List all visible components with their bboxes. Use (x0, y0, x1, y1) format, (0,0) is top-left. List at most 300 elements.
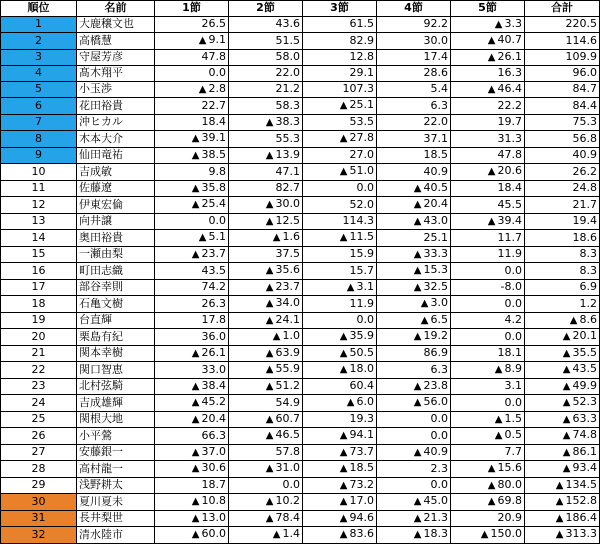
score-value: 46.4 (497, 81, 522, 95)
round-4-score-cell (377, 329, 451, 346)
minus-triangle-icon: ▲ (198, 232, 207, 243)
minus-triangle-icon: ▲ (339, 529, 348, 540)
score-value: 9.8 (208, 164, 226, 178)
score-value: 17.8 (201, 313, 226, 326)
minus-triangle-icon: ▲ (265, 512, 274, 524)
round-4-score-cell (377, 16, 451, 33)
table-row (1, 49, 600, 66)
round-5-score-cell (451, 329, 525, 346)
round-4-score-cell (377, 444, 451, 461)
round-5-score-cell (451, 362, 525, 379)
header-round-4: 4節 (377, 1, 451, 17)
header-total: 合計 (525, 1, 600, 17)
score-value: 26.3 (201, 296, 226, 310)
table-row (1, 477, 600, 494)
score-value: 18.0 (349, 362, 374, 375)
rank-cell: 9 (1, 147, 77, 164)
score-value: 43.5 (572, 362, 597, 375)
table-row (1, 81, 600, 98)
round-5-score-cell (451, 197, 525, 214)
minus-triangle-icon: ▲ (265, 298, 274, 309)
round-1-score-cell (155, 213, 229, 230)
minus-triangle-icon: ▲ (562, 463, 571, 474)
score-value: 96.0 (572, 66, 597, 79)
score-value: 61.5 (349, 17, 374, 30)
score-value: 220.5 (565, 17, 597, 30)
round-1-score-cell (155, 510, 229, 527)
round-5-score-cell (451, 66, 525, 82)
table-row (1, 16, 600, 33)
header-round-2: 2節 (229, 1, 303, 17)
score-value: 55.3 (275, 131, 300, 145)
score-value: 1.4 (282, 527, 300, 540)
score-value: 107.3 (342, 82, 374, 95)
round-2-score-cell (229, 180, 303, 197)
round-2-score-cell (229, 411, 303, 428)
round-2-score-cell (229, 147, 303, 164)
round-2-score-cell (229, 362, 303, 379)
round-2-score-cell (229, 428, 303, 445)
score-value: 56.0 (423, 395, 448, 408)
round-4-score-cell (377, 131, 451, 148)
rank-cell: 15 (1, 246, 77, 263)
round-5-score-cell (451, 279, 525, 296)
table-row (1, 246, 600, 263)
minus-triangle-icon: ▲ (272, 331, 281, 342)
rank-cell: 6 (1, 98, 77, 115)
round-1-score-cell (155, 49, 229, 66)
round-3-score-cell (303, 98, 377, 115)
round-1-score-cell (155, 98, 229, 115)
rank-cell: 5 (1, 81, 77, 98)
rank-cell: 4 (1, 66, 77, 82)
round-4-score-cell (377, 461, 451, 478)
table-row (1, 164, 600, 181)
round-1-score-cell (155, 164, 229, 181)
player-name-cell: 木本大介 (77, 131, 155, 148)
minus-triangle-icon: ▲ (265, 364, 274, 375)
round-3-score-cell (303, 411, 377, 428)
score-value: 12.5 (275, 213, 300, 227)
score-value: 26.1 (201, 345, 226, 359)
rank-cell: 28 (1, 461, 77, 478)
player-name-cell: 石亀文樹 (77, 296, 155, 313)
score-value: 16.3 (497, 66, 522, 79)
minus-triangle-icon: ▲ (494, 18, 503, 30)
minus-triangle-icon: ▲ (265, 314, 274, 326)
minus-triangle-icon: ▲ (191, 496, 200, 507)
round-5-score-cell (451, 263, 525, 280)
round-2-score-cell (229, 345, 303, 362)
round-5-score-cell (451, 98, 525, 115)
rank-cell: 11 (1, 180, 77, 197)
score-value: 58.3 (275, 98, 300, 112)
table-row (1, 213, 600, 230)
table-header (1, 1, 600, 17)
table-row (1, 131, 600, 148)
score-value: 18.7 (201, 478, 226, 491)
round-1-score-cell (155, 444, 229, 461)
score-value: 52.3 (572, 395, 597, 408)
minus-triangle-icon: ▲ (339, 166, 348, 177)
score-value: 45.2 (201, 395, 226, 408)
round-1-score-cell (155, 246, 229, 263)
minus-triangle-icon: ▲ (413, 397, 422, 408)
total-score-cell (525, 395, 600, 412)
total-score-cell (525, 213, 600, 230)
round-4-score-cell (377, 312, 451, 329)
player-name-cell: 部谷幸則 (77, 279, 155, 296)
player-name-cell: 花田裕貴 (77, 98, 155, 115)
score-value: 93.4 (572, 461, 597, 474)
minus-triangle-icon: ▲ (265, 149, 274, 161)
round-3-score-cell (303, 16, 377, 33)
round-1-score-cell (155, 461, 229, 478)
minus-triangle-icon: ▲ (494, 430, 503, 441)
round-3-score-cell (303, 246, 377, 263)
score-value: 134.5 (565, 477, 597, 491)
score-value: 3.3 (504, 16, 522, 30)
player-name-cell: 大鹿穣文也 (77, 16, 155, 33)
score-value: 0.0 (504, 395, 522, 409)
player-name-cell: 浅野耕太 (77, 477, 155, 494)
table-row (1, 98, 600, 115)
rank-cell: 10 (1, 164, 77, 181)
minus-triangle-icon: ▲ (191, 199, 200, 210)
round-5-score-cell (451, 296, 525, 313)
score-value: 58.0 (275, 50, 300, 63)
round-3-score-cell (303, 180, 377, 197)
player-name-cell: 台直輝 (77, 312, 155, 329)
round-4-score-cell (377, 428, 451, 445)
minus-triangle-icon: ▲ (413, 199, 422, 210)
score-value: 82.9 (349, 33, 374, 47)
score-value: 3.0 (430, 296, 448, 309)
score-value: 63.9 (275, 345, 300, 359)
round-5-score-cell (451, 131, 525, 148)
score-value: 12.8 (349, 50, 374, 63)
round-1-score-cell (155, 527, 229, 544)
score-value: 24.8 (572, 181, 597, 194)
minus-triangle-icon: ▲ (198, 35, 207, 46)
score-value: 37.5 (275, 247, 300, 260)
player-name-cell: 沖ヒカル (77, 114, 155, 131)
minus-triangle-icon: ▲ (494, 413, 503, 425)
round-5-score-cell (451, 461, 525, 478)
score-value: 84.4 (572, 98, 597, 112)
round-5-score-cell (451, 378, 525, 395)
minus-triangle-icon: ▲ (413, 248, 422, 260)
round-1-score-cell (155, 197, 229, 214)
table-row (1, 147, 600, 164)
score-value: 43.0 (423, 213, 448, 227)
round-5-score-cell (451, 428, 525, 445)
minus-triangle-icon: ▲ (191, 149, 200, 161)
score-value: 8.3 (579, 247, 597, 260)
minus-triangle-icon: ▲ (339, 364, 348, 375)
score-value: 15.7 (349, 263, 374, 277)
round-5-score-cell (451, 527, 525, 544)
rank-cell: 29 (1, 477, 77, 494)
round-1-score-cell (155, 33, 229, 50)
minus-triangle-icon: ▲ (265, 496, 274, 507)
score-value: 25.4 (201, 197, 226, 210)
minus-triangle-icon: ▲ (272, 232, 281, 243)
round-1-score-cell (155, 329, 229, 346)
score-value: 40.5 (423, 180, 448, 194)
score-value: 37.1 (423, 131, 448, 145)
score-value: 27.0 (349, 148, 374, 161)
minus-triangle-icon: ▲ (413, 265, 422, 276)
round-4-score-cell (377, 477, 451, 494)
score-value: 56.8 (572, 131, 597, 145)
score-value: 53.5 (349, 115, 374, 128)
score-value: 34.0 (275, 296, 300, 309)
score-value: 11.9 (349, 296, 374, 310)
round-2-score-cell (229, 98, 303, 115)
score-value: 20.4 (201, 411, 226, 425)
score-value: 3.1 (504, 379, 522, 392)
total-score-cell (525, 33, 600, 50)
round-2-score-cell (229, 477, 303, 494)
score-value: 78.4 (275, 510, 300, 524)
score-value: 29.1 (349, 66, 374, 79)
player-name-cell: 清水陸市 (77, 527, 155, 544)
player-name-cell: 向井譲 (77, 213, 155, 230)
score-value: 47.8 (497, 148, 522, 161)
minus-triangle-icon: ▲ (562, 430, 571, 441)
minus-triangle-icon: ▲ (413, 380, 422, 392)
minus-triangle-icon: ▲ (191, 380, 200, 392)
score-value: 0.0 (208, 214, 226, 227)
table-row (1, 329, 600, 346)
score-value: 0.0 (504, 329, 522, 343)
score-value: 23.8 (423, 378, 448, 392)
total-score-cell (525, 246, 600, 263)
table-row (1, 296, 600, 313)
score-value: 15.6 (497, 461, 522, 474)
score-value: 6.0 (356, 395, 374, 408)
score-value: 28.6 (423, 66, 448, 79)
score-value: 40.9 (423, 164, 448, 178)
minus-triangle-icon: ▲ (191, 463, 200, 474)
table-body (1, 16, 600, 543)
score-value: 10.8 (201, 494, 226, 507)
minus-triangle-icon: ▲ (346, 281, 355, 293)
round-1-score-cell (155, 66, 229, 82)
round-4-score-cell (377, 33, 451, 50)
round-1-score-cell (155, 180, 229, 197)
minus-triangle-icon: ▲ (480, 529, 489, 540)
minus-triangle-icon: ▲ (420, 314, 429, 326)
score-value: 0.0 (504, 296, 522, 310)
score-value: 22.7 (201, 98, 226, 112)
score-value: 186.4 (565, 510, 597, 524)
minus-triangle-icon: ▲ (487, 166, 496, 177)
minus-triangle-icon: ▲ (339, 347, 348, 359)
table-row (1, 527, 600, 544)
round-2-score-cell (229, 164, 303, 181)
round-1-score-cell (155, 263, 229, 280)
minus-triangle-icon: ▲ (346, 397, 355, 408)
round-1-score-cell (155, 345, 229, 362)
round-4-score-cell (377, 411, 451, 428)
round-5-score-cell (451, 114, 525, 131)
score-value: 20.4 (423, 197, 448, 210)
round-2-score-cell (229, 16, 303, 33)
minus-triangle-icon: ▲ (562, 397, 571, 408)
round-2-score-cell (229, 263, 303, 280)
score-value: 63.3 (572, 411, 597, 425)
minus-triangle-icon: ▲ (562, 446, 571, 458)
score-value: 40.9 (572, 148, 597, 161)
score-value: 21.3 (423, 510, 448, 524)
score-value: 313.3 (565, 527, 597, 540)
score-value: 7.7 (504, 445, 522, 458)
minus-triangle-icon: ▲ (413, 215, 422, 227)
rank-cell: 31 (1, 510, 77, 527)
score-value: 40.7 (497, 33, 522, 46)
rank-cell: 24 (1, 395, 77, 412)
player-name-cell: 奥田裕貴 (77, 230, 155, 247)
round-5-score-cell (451, 312, 525, 329)
round-1-score-cell (155, 114, 229, 131)
score-value: 0.5 (504, 428, 522, 441)
score-value: 18.4 (201, 115, 226, 128)
round-5-score-cell (451, 246, 525, 263)
round-1-score-cell (155, 312, 229, 329)
score-value: 83.6 (349, 527, 374, 540)
score-value: 43.6 (275, 17, 300, 30)
round-4-score-cell (377, 345, 451, 362)
minus-triangle-icon: ▲ (413, 496, 422, 507)
table-row (1, 395, 600, 412)
round-4-score-cell (377, 81, 451, 98)
total-score-cell (525, 49, 600, 66)
round-3-score-cell (303, 494, 377, 511)
minus-triangle-icon: ▲ (555, 512, 564, 524)
minus-triangle-icon: ▲ (562, 347, 571, 359)
round-4-score-cell (377, 263, 451, 280)
header-rank: 順位 (1, 1, 77, 17)
score-value: 18.4 (497, 181, 522, 194)
round-3-score-cell (303, 444, 377, 461)
round-4-score-cell (377, 362, 451, 379)
round-3-score-cell (303, 147, 377, 164)
score-value: 51.0 (349, 164, 374, 177)
player-name-cell: 伊東宏倫 (77, 197, 155, 214)
player-name-cell: 関口智恵 (77, 362, 155, 379)
total-score-cell (525, 263, 600, 280)
round-4-score-cell (377, 246, 451, 263)
score-value: 40.9 (423, 444, 448, 458)
score-value: 17.4 (423, 50, 448, 63)
score-value: 74.8 (572, 428, 597, 441)
score-value: 26.1 (497, 49, 522, 63)
minus-triangle-icon: ▲ (191, 512, 200, 524)
round-4-score-cell (377, 230, 451, 247)
round-2-score-cell (229, 197, 303, 214)
round-1-score-cell (155, 494, 229, 511)
player-name-cell: 高村龍一 (77, 461, 155, 478)
score-value: 8.6 (579, 312, 597, 326)
score-value: 9.1 (208, 33, 226, 46)
score-value: 73.2 (349, 477, 374, 491)
round-2-score-cell (229, 114, 303, 131)
rank-cell: 22 (1, 362, 77, 379)
score-value: 24.1 (275, 312, 300, 326)
round-2-score-cell (229, 395, 303, 412)
minus-triangle-icon: ▲ (562, 364, 571, 375)
minus-triangle-icon: ▲ (555, 496, 564, 507)
round-3-score-cell (303, 263, 377, 280)
score-value: 19.3 (349, 412, 374, 425)
score-value: 60.4 (349, 379, 374, 392)
score-value: 0.0 (356, 181, 374, 194)
round-3-score-cell (303, 230, 377, 247)
minus-triangle-icon: ▲ (265, 430, 274, 441)
minus-triangle-icon: ▲ (339, 331, 348, 342)
score-value: 60.7 (275, 411, 300, 425)
round-5-score-cell (451, 411, 525, 428)
round-2-score-cell (229, 81, 303, 98)
minus-triangle-icon: ▲ (555, 529, 564, 540)
total-score-cell (525, 329, 600, 346)
round-3-score-cell (303, 477, 377, 494)
score-value: 69.8 (497, 494, 522, 507)
score-value: 38.4 (201, 378, 226, 392)
round-5-score-cell (451, 81, 525, 98)
player-name-cell: 小平鶯 (77, 428, 155, 445)
minus-triangle-icon: ▲ (487, 35, 496, 46)
round-5-score-cell (451, 164, 525, 181)
minus-triangle-icon: ▲ (339, 446, 348, 458)
score-value: 33.3 (423, 246, 448, 260)
score-value: 75.3 (572, 115, 597, 128)
player-name-cell: 長井梨世 (77, 510, 155, 527)
rank-cell: 14 (1, 230, 77, 247)
round-5-score-cell (451, 147, 525, 164)
round-2-score-cell (229, 527, 303, 544)
score-value: 86.9 (423, 346, 448, 359)
score-value: 30.0 (423, 33, 448, 47)
round-5-score-cell (451, 510, 525, 527)
minus-triangle-icon: ▲ (265, 199, 274, 210)
score-value: 51.2 (275, 378, 300, 392)
score-value: 2.3 (430, 461, 448, 475)
score-value: 26.5 (201, 17, 226, 30)
minus-triangle-icon: ▲ (265, 413, 274, 425)
player-name-cell: 関本幸樹 (77, 345, 155, 362)
score-value: 6.3 (430, 98, 448, 112)
round-2-score-cell (229, 230, 303, 247)
rank-cell: 30 (1, 494, 77, 511)
total-score-cell (525, 164, 600, 181)
round-2-score-cell (229, 66, 303, 82)
round-5-score-cell (451, 345, 525, 362)
player-name-cell: 栗島有紀 (77, 329, 155, 346)
table-row (1, 378, 600, 395)
score-value: 73.7 (349, 444, 374, 458)
total-score-cell (525, 362, 600, 379)
score-value: 18.6 (572, 230, 597, 244)
header-name: 名前 (77, 1, 155, 17)
round-3-score-cell (303, 213, 377, 230)
score-value: 54.9 (275, 395, 300, 409)
table-row (1, 33, 600, 50)
score-value: 26.2 (572, 164, 597, 178)
score-value: 46.5 (275, 428, 300, 441)
